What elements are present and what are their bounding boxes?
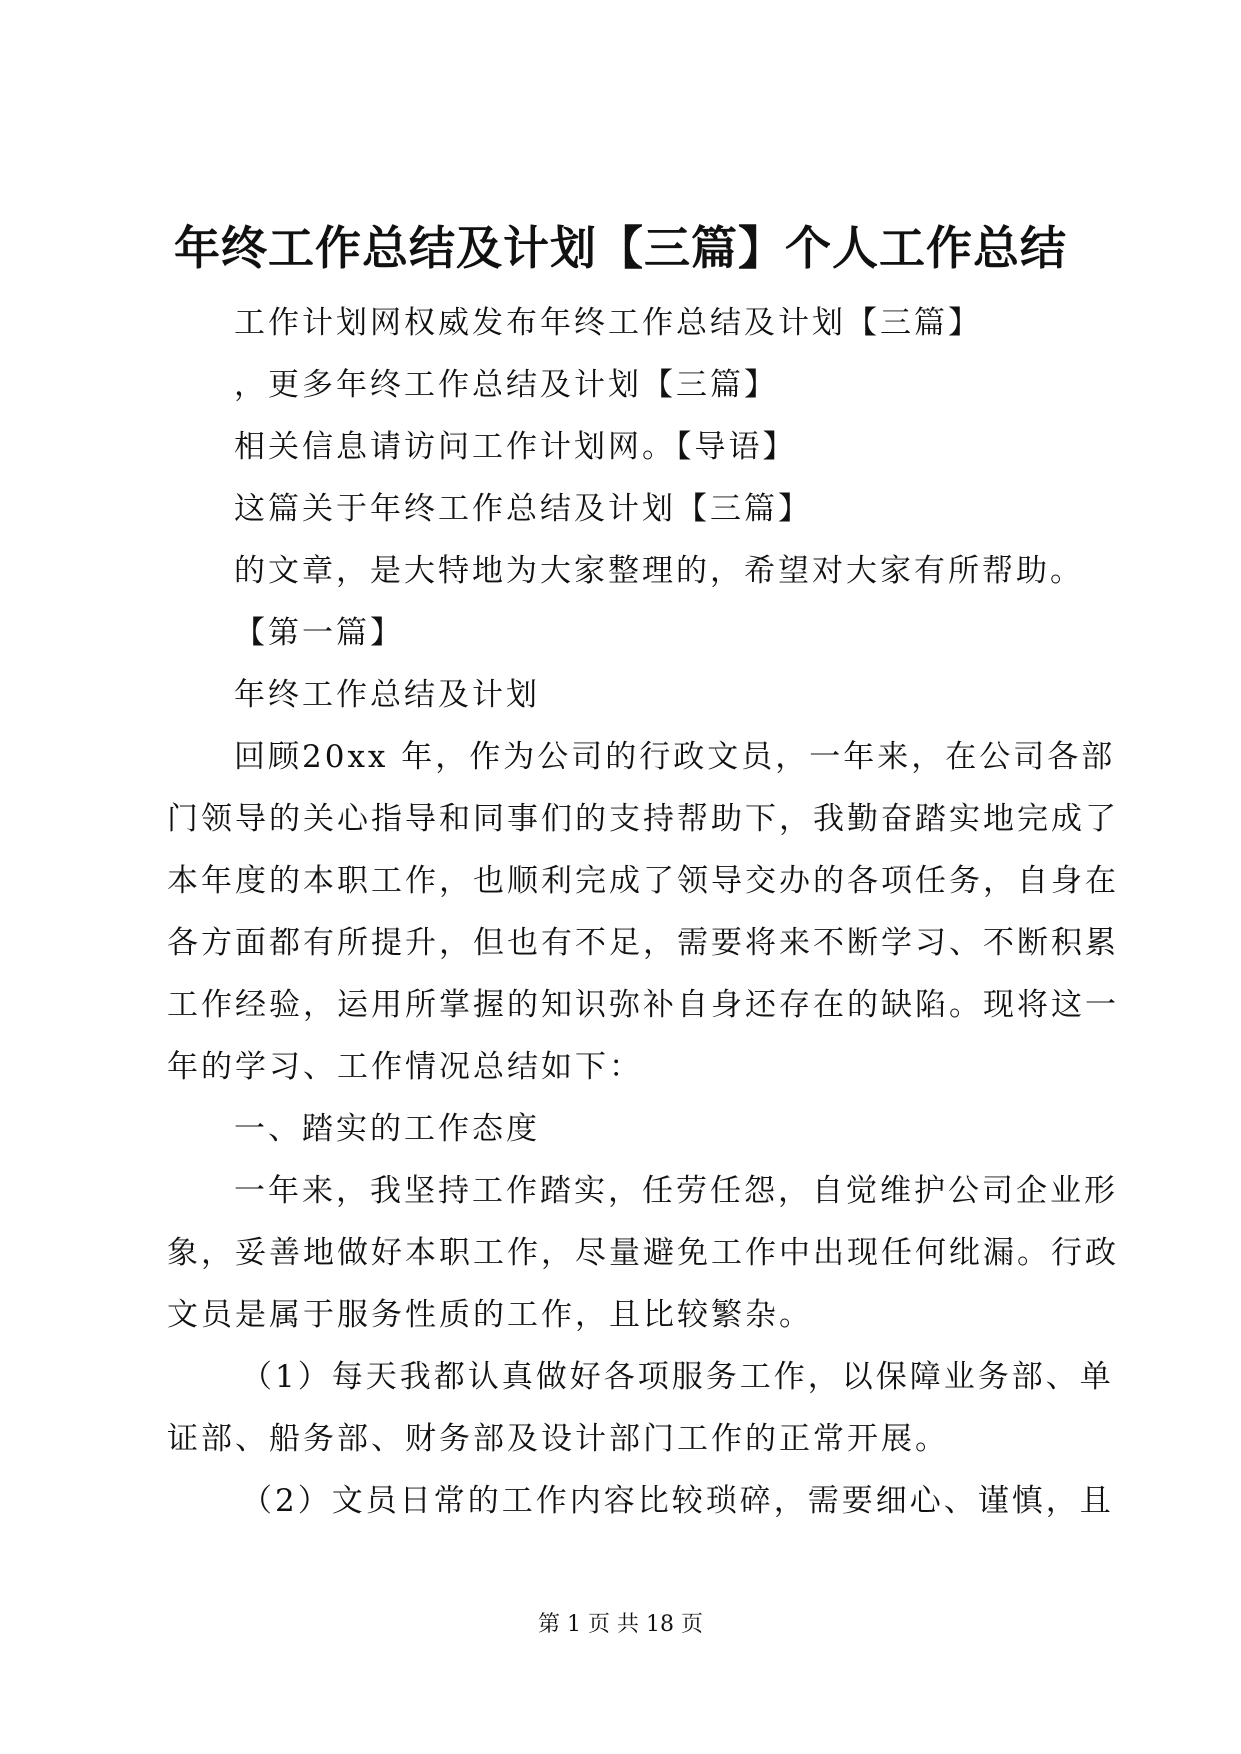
page-footer: 第 1 页 共 18 页 [538, 1612, 703, 1637]
list-item-line: （2）文员日常的工作内容比较琐碎，需要细心、谨慎，且 [241, 1483, 1114, 1519]
text-line: 这篇关于年终工作总结及计划【三篇】 [234, 491, 812, 527]
paragraph-line: 年的学习、工作情况总结如下： [167, 1049, 643, 1085]
paragraph-line: 一年来，我坚持工作踏实，任劳任怨，自觉维护公司企业形 [234, 1173, 1118, 1209]
paragraph-line: 文员是属于服务性质的工作，且比较繁杂。 [167, 1297, 813, 1333]
section-heading: 【第一篇】 [234, 615, 404, 651]
list-item-line: （1）每天我都认真做好各项服务工作，以保障业务部、单 [241, 1359, 1114, 1395]
section-subtitle: 年终工作总结及计划 [234, 677, 540, 713]
document-body [167, 292, 1119, 1532]
paragraph-line: 各方面都有所提升，但也有不足，需要将来不断学习、不断积累 [167, 925, 1119, 961]
text-line: 的文章，是大特地为大家整理的，希望对大家有所帮助。 [234, 553, 1084, 589]
paragraph-line: 回顾20xx 年，作为公司的行政文员，一年来，在公司各部 [234, 739, 1116, 775]
text-line: 相关信息请访问工作计划网。【导语】 [234, 429, 797, 465]
paragraph-line: 工作经验，运用所掌握的知识弥补自身还存在的缺陷。现将这一 [167, 987, 1119, 1023]
subsection-heading: 一、踏实的工作态度 [234, 1111, 540, 1147]
paragraph-line: 门领导的关心指导和同事们的支持帮助下，我勤奋踏实地完成了 [167, 801, 1119, 837]
text-line: ，更多年终工作总结及计划【三篇】 [234, 367, 778, 403]
paragraph-line: 象，妥善地做好本职工作，尽量避免工作中出现任何纰漏。行政 [167, 1235, 1119, 1271]
paragraph-line: 本年度的本职工作，也顺利完成了领导交办的各项任务，自身在 [167, 863, 1119, 899]
list-item-line: 证部、船务部、财务部及设计部门工作的正常开展。 [167, 1421, 949, 1457]
document-title: 年终工作总结及计划【三篇】个人工作总结 [174, 221, 1067, 275]
text-line: 工作计划网权威发布年终工作总结及计划【三篇】 [234, 305, 982, 341]
